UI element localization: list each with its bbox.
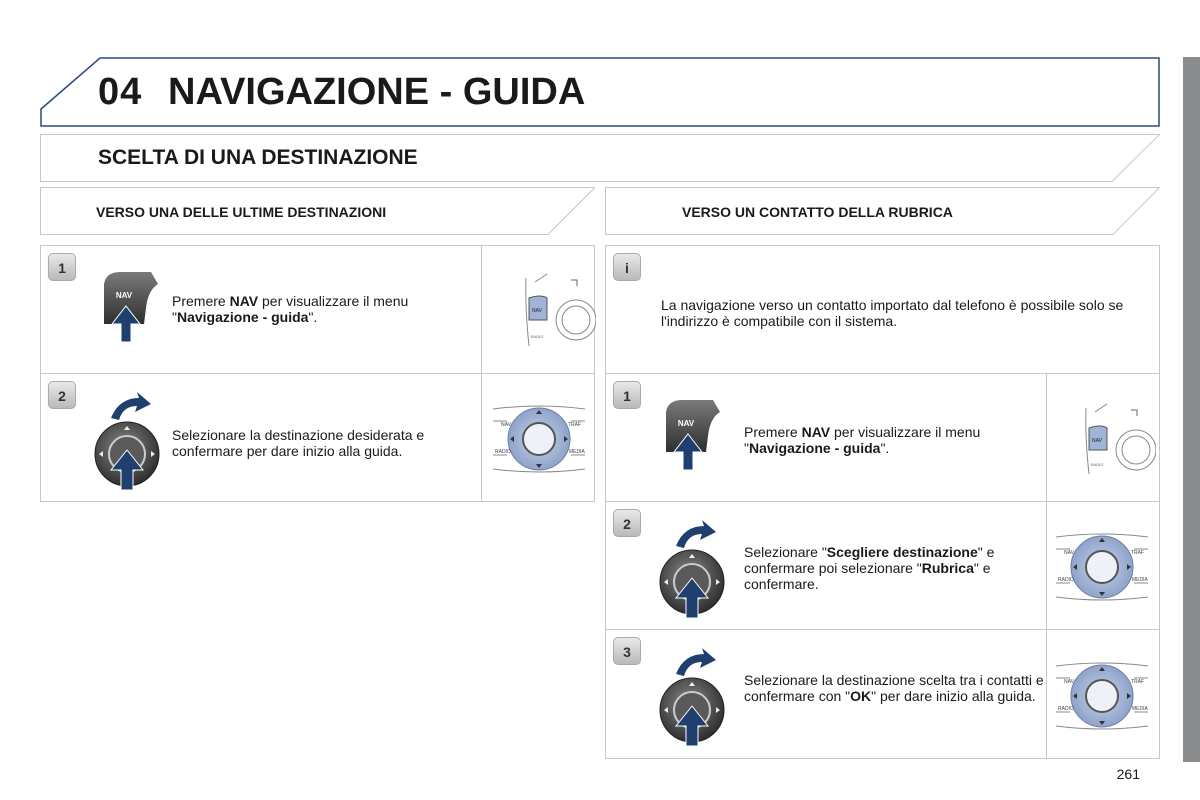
info-box [605, 245, 1160, 374]
page-number: 261 [1116, 766, 1140, 782]
step-text: Selezionare la destinazione scelta tra i contatti e confermare con "OK" per dare inizio alla guida. [744, 672, 1044, 704]
step-badge: 3 [613, 637, 641, 665]
console-knob-diagram-icon [1052, 529, 1152, 604]
step-text: Selezionare la destinazione desiderata e confermare per dare inizio alla guida. [172, 427, 425, 459]
rotary-knob-press-icon[interactable] [93, 390, 169, 494]
svg-text:MEDIA: MEDIA [1132, 706, 1148, 712]
rotary-knob-press-icon[interactable] [658, 646, 734, 750]
rotary-knob-press-icon[interactable] [658, 518, 734, 622]
step-badge: 1 [613, 381, 641, 409]
svg-text:RADIO: RADIO [495, 449, 511, 455]
svg-text:NAV: NAV [1064, 550, 1074, 556]
nav-button-icon[interactable] [96, 268, 166, 348]
nav-button-label: NAV [115, 291, 133, 300]
svg-text:NAV: NAV [532, 308, 542, 314]
console-nav-diagram-icon [521, 268, 596, 353]
chapter-header [40, 57, 1160, 127]
step-text: Premere NAV per visualizzare il menu "Navigazione - guida". [172, 293, 409, 325]
svg-text:RADIO: RADIO [530, 334, 544, 339]
svg-text:RADIO: RADIO [1090, 462, 1104, 467]
chapter-title: NAVIGAZIONE - GUIDA [168, 71, 586, 113]
right-column-title: VERSO UN CONTATTO DELLA RUBRICA [682, 204, 953, 220]
svg-text:RADIO: RADIO [1058, 706, 1074, 712]
console-knob-diagram-icon [489, 401, 589, 476]
side-tab [1183, 57, 1200, 762]
info-icon: i [613, 253, 641, 281]
nav-button-icon[interactable] [658, 396, 728, 476]
step-badge: 2 [48, 381, 76, 409]
left-column-title: VERSO UNA DELLE ULTIME DESTINAZIONI [96, 204, 387, 220]
section-title-box [40, 134, 1160, 182]
step-badge: 2 [613, 509, 641, 537]
svg-text:TRAF: TRAF [1131, 679, 1145, 685]
right-step-2 [605, 501, 1160, 630]
chapter-number: 04 [98, 71, 143, 113]
right-step-1 [605, 373, 1160, 502]
svg-text:RADIO: RADIO [1058, 577, 1074, 583]
right-step-3 [605, 629, 1160, 759]
step-text: Selezionare "Scegliere destinazione" e confermare poi selezionare "Rubrica" e confermare. [744, 544, 995, 592]
section-title: SCELTA DI UNA DESTINAZIONE [98, 146, 418, 169]
svg-text:NAV: NAV [1064, 679, 1074, 685]
left-column-header [40, 187, 595, 235]
left-step-2 [40, 373, 595, 502]
info-text: La navigazione verso un contatto importato dal telefono è possibile solo se l'indirizzo è compatibile con il sistema. [661, 297, 1124, 329]
step-badge: 1 [48, 253, 76, 281]
console-knob-diagram-icon [1052, 658, 1152, 733]
left-step-1 [40, 245, 595, 374]
right-column-header [605, 187, 1160, 235]
svg-text:MEDIA: MEDIA [569, 449, 585, 455]
svg-text:NAV: NAV [501, 422, 511, 428]
step-text: Premere NAV per visualizzare il menu "Navigazione - guida". [744, 424, 981, 456]
svg-text:NAV: NAV [1092, 438, 1102, 444]
svg-text:TRAF: TRAF [568, 422, 582, 428]
nav-button-label: NAV [677, 419, 695, 428]
svg-text:MEDIA: MEDIA [1132, 577, 1148, 583]
svg-text:TRAF: TRAF [1131, 550, 1145, 556]
console-nav-diagram-icon [1081, 400, 1156, 480]
